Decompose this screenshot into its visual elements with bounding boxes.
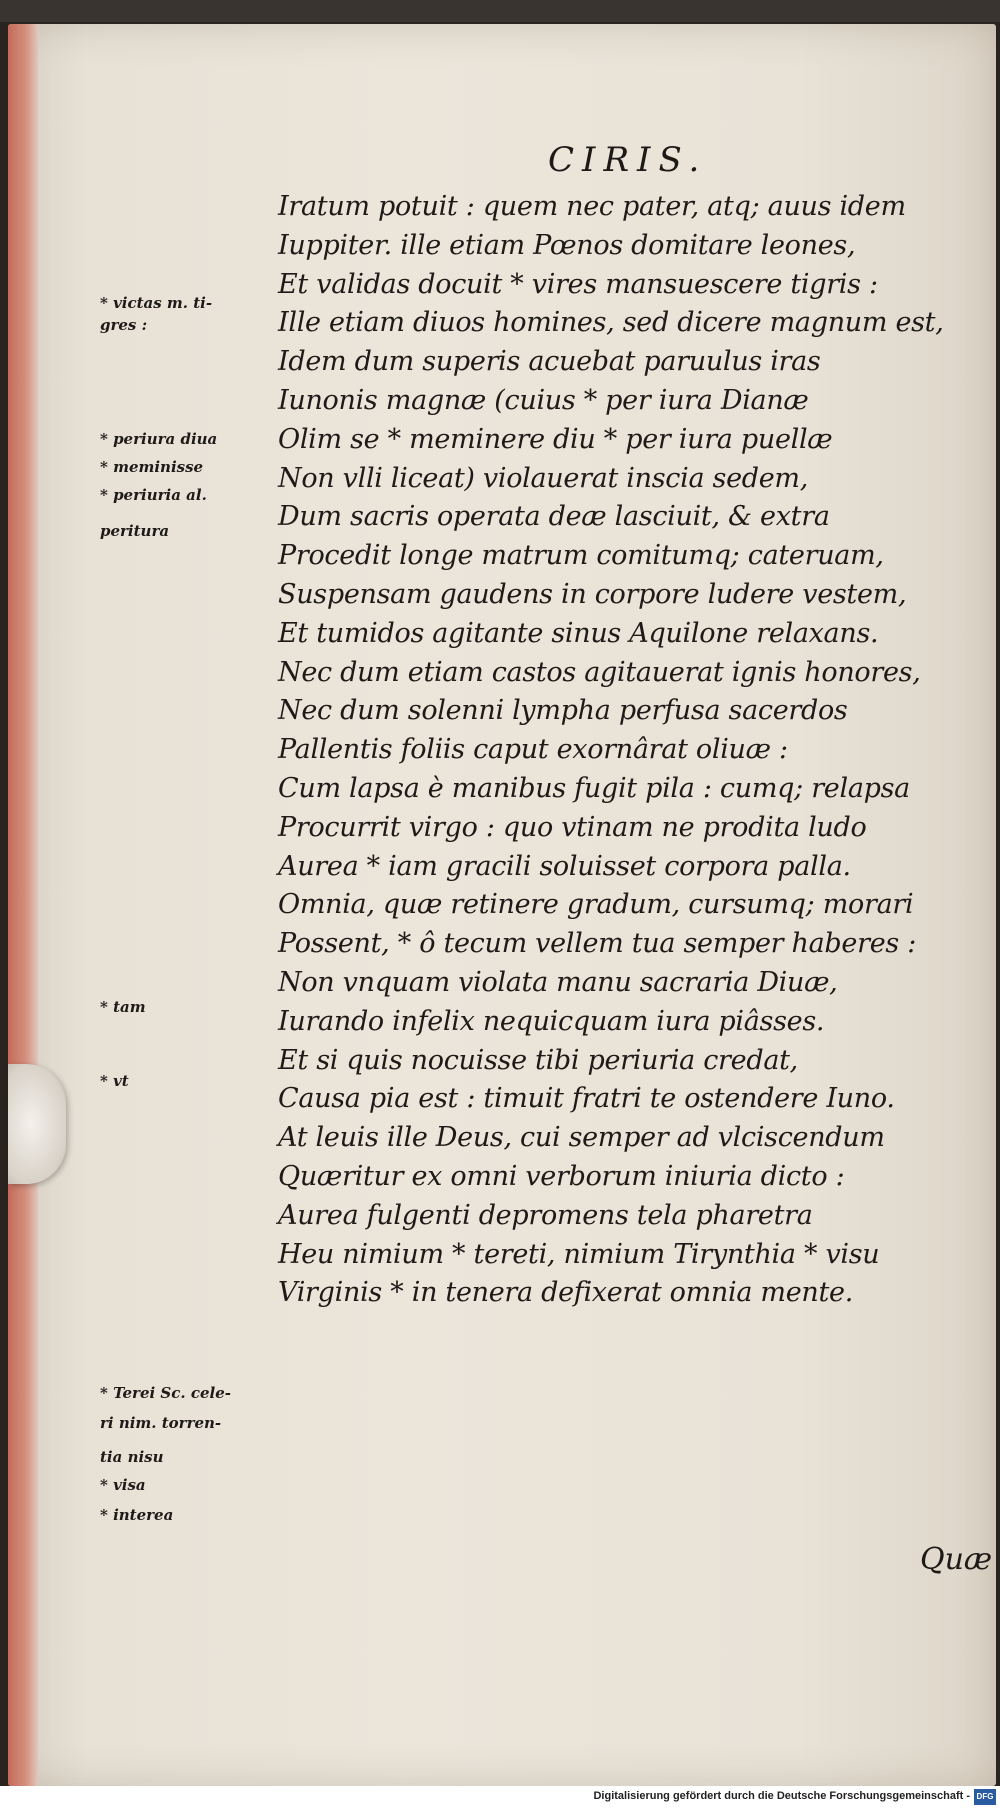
verse-line: Procurrit virgo : quo vtinam ne prodita ludo [278,811,867,843]
verse-line: Et si quis nocuisse tibi periuria credat, [278,1044,798,1076]
verse-line: Non vlli liceat) violauerat inscia sedem, [278,462,809,494]
verse-line: Omnia, quæ retinere gradum, cursumq; morari [278,889,914,921]
verse-line: Cum lapsa è manibus fugit pila : cumq; relapsa [278,772,910,804]
margin-note: * tam [100,998,146,1016]
verse-line: Possent, * ô tecum vellem tua semper haberes : [278,928,917,960]
verse-line: Heu nimium * tereti, nimium Tirynthia * visu [278,1238,880,1270]
margin-note: peritura [100,522,170,540]
verse-line: At leuis ille Deus, cui semper ad vlciscendum [278,1122,885,1154]
verse-line: Iunonis magnæ (cuius * per iura Dianæ [278,384,809,416]
page-title: CIRIS. [548,140,708,180]
margin-note: * periuria al. [100,486,207,504]
margin-note: ri nim. torren- [100,1414,222,1432]
footer-credit: Digitalisierung gefördert durch die Deutsche Forschungsgemeinschaft - [593,1790,970,1802]
page-edge [8,24,38,1786]
margin-note: * vt [100,1072,129,1090]
margin-note: * interea [100,1506,174,1524]
verse-text [278,188,978,1313]
verse-line: Virginis * in tenera defixerat omnia mente. [278,1277,853,1309]
verse-line: Procedit longe matrum comitumq; cateruam, [278,540,884,572]
margin-note: tia nisu [100,1448,164,1466]
verse-line: Iuppiter. ille etiam Pœnos domitare leones, [278,229,856,261]
margin-note: * periura diua [100,430,218,448]
verse-line: Dum sacris operata deæ lasciuit, & extra [278,501,830,533]
margin-note: * meminisse [100,458,204,476]
footer-bar [0,1786,1000,1810]
verse-line: Nec dum solenni lympha perfusa sacerdos [278,695,848,727]
thumb-tab [8,1064,66,1184]
verse-line: Suspensam gaudens in corpore ludere vestem, [278,578,907,610]
verse-line: Iratum potuit : quem nec pater, atq; auus idem [278,191,906,222]
verse-line: Aurea * iam gracili soluisset corpora palla. [278,850,851,882]
verse-line: Et tumidos agitante sinus Aquilone relaxans. [278,617,879,649]
dfg-logo: DFG [974,1789,996,1805]
verse-line: Non vnquam violata manu sacraria Diuæ, [278,966,838,998]
verse-line: Ille etiam diuos homines, sed dicere magnum est, [278,307,944,339]
verse-line: Idem dum superis acuebat paruulus iras [278,346,821,378]
scan-top-border [0,0,1000,22]
margin-note: * visa [100,1476,146,1494]
catchword: Quæ [920,1542,993,1577]
margin-note: * victas m. ti- [100,294,213,312]
verse-line: Aurea fulgenti depromens tela pharetra [278,1199,813,1231]
verse-line: Pallentis foliis caput exornârat oliuæ : [278,734,788,766]
margin-note: * Terei Sc. cele- [100,1384,231,1402]
margin-note: gres : [100,316,148,334]
verse-line: Olim se * meminere diu * per iura puellæ [278,423,833,455]
verse-line: Et validas docuit * vires mansuescere tigris : [278,268,878,300]
verse-line: Iurando infelix nequicquam iura piâsses. [278,1005,825,1037]
verse-line: Causa pia est : timuit fratri te ostendere Iuno. [278,1083,895,1115]
verse-line: Nec dum etiam castos agitauerat ignis honores, [278,656,921,688]
verse-line: Quæritur ex omni verborum iniuria dicto : [278,1160,845,1192]
